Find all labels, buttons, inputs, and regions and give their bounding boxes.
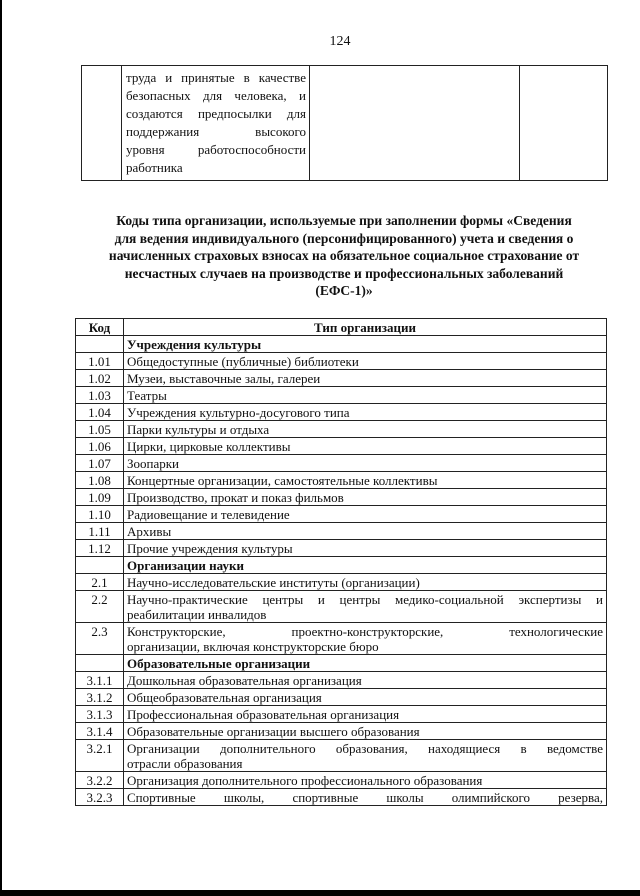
code-cell: 1.05 [76,421,124,438]
code-cell [76,655,124,672]
group-name-cell: Организации науки [124,557,607,574]
code-cell: 3.1.3 [76,706,124,723]
code-cell: 1.07 [76,455,124,472]
continued-text-line: безопасных для человека, и [126,88,306,103]
section-heading [70,212,618,300]
organization-type-cell [124,740,607,772]
code-cell: 1.04 [76,404,124,421]
code-cell: 3.2.1 [76,740,124,772]
table-row [76,591,607,623]
code-cell: 1.11 [76,523,124,540]
continued-table [81,65,608,181]
organization-type-line: Спортивные школы, спортивные школы олимпийского резерва, [127,790,603,805]
page-number: 124 [329,34,351,49]
organization-type-cell: Организация дополнительного профессионального образования [124,772,607,789]
continued-text-line: уровня работоспособности [126,142,306,157]
table-row [76,404,607,421]
code-cell: 1.10 [76,506,124,523]
continued-table-text [122,66,309,180]
header-organization-type: Тип организации [124,319,607,336]
code-cell: 3.2.3 [76,789,124,806]
table-row [76,523,607,540]
code-cell [76,557,124,574]
organization-type-cell: Общедоступные (публичные) библиотеки [124,353,607,370]
code-cell: 3.1.1 [76,672,124,689]
continued-table-cell-empty [520,66,608,181]
organization-type-line: Научно-практические центры и центры медико-социальной экспертизы и [127,592,603,607]
group-header-row [76,557,607,574]
continued-text-line: труда и принятые в качестве [126,70,306,85]
code-cell [76,336,124,353]
organization-type-line: Конструкторские, проектно-конструкторские, технологические [127,624,603,639]
scan-bottom-border [0,890,640,896]
code-cell: 1.03 [76,387,124,404]
heading-line: для ведения индивидуального (персонифицированного) учета и сведения о [114,230,574,246]
group-name-cell: Образовательные организации [124,655,607,672]
table-row [76,689,607,706]
code-cell: 1.12 [76,540,124,557]
scan-left-border [0,0,2,896]
organization-type-cell: Прочие учреждения культуры [124,540,607,557]
table-row [76,623,607,655]
code-cell: 2.1 [76,574,124,591]
heading-line: (ЕФС-1)» [315,283,373,298]
organization-type-cell: Театры [124,387,607,404]
organization-type-cell: Зоопарки [124,455,607,472]
organization-type-line: реабилитации инвалидов [127,607,267,622]
organization-type-cell [124,623,607,655]
code-cell: 1.02 [76,370,124,387]
table-row [76,723,607,740]
table-row [76,706,607,723]
organization-type-cell [124,591,607,623]
heading-line: начисленных страховых взносах на обязательное социальное страхование от [108,248,580,263]
organization-type-line: организации, включая конструкторские бюро [127,639,379,654]
group-header-row [76,336,607,353]
code-cell: 1.08 [76,472,124,489]
table-row [76,489,607,506]
table-row [76,574,607,591]
organization-type-cell: Дошкольная образовательная организация [124,672,607,689]
organization-type-cell: Профессиональная образовательная организация [124,706,607,723]
organization-type-cell: Научно-исследовательские институты (организации) [124,574,607,591]
organization-codes-table [75,318,607,806]
organization-type-line: Организации дополнительного образования, находящиеся в ведомстве [127,741,603,756]
organization-type-cell: Музеи, выставочные залы, галереи [124,370,607,387]
continued-table-cell-empty [82,66,122,181]
organization-type-cell: Учреждения культурно-досугового типа [124,404,607,421]
heading-line: Коды типа организации, используемые при заполнении формы «Сведения [116,213,572,228]
table-row [76,540,607,557]
table-row [76,421,607,438]
table-row [76,455,607,472]
code-cell: 1.01 [76,353,124,370]
organization-type-cell: Концертные организации, самостоятельные коллективы [124,472,607,489]
heading-line: несчастных случаев на производстве и профессиональных заболеваний [124,265,564,281]
code-cell: 1.06 [76,438,124,455]
table-row [76,353,607,370]
organization-type-cell: Радиовещание и телевидение [124,506,607,523]
code-cell: 2.3 [76,623,124,655]
table-row [76,672,607,689]
organization-type-cell: Образовательные организации высшего образования [124,723,607,740]
organization-type-cell: Парки культуры и отдыха [124,421,607,438]
table-row [76,772,607,789]
header-code: Код [76,319,124,336]
table-row [76,438,607,455]
table-row [76,387,607,404]
code-cell: 3.2.2 [76,772,124,789]
code-cell: 2.2 [76,591,124,623]
table-row [76,506,607,523]
organization-type-cell: Общеобразовательная организация [124,689,607,706]
group-name-cell: Учреждения культуры [124,336,607,353]
organization-type-cell: Цирки, цирковые коллективы [124,438,607,455]
continued-table-cell-empty [310,66,520,181]
table-row [76,789,607,806]
code-cell: 1.09 [76,489,124,506]
table-row [76,472,607,489]
organization-type-cell: Архивы [124,523,607,540]
group-header-row [76,655,607,672]
organization-type-cell: Производство, прокат и показ фильмов [124,489,607,506]
continued-text-line: работника [126,160,183,175]
organization-type-line: отрасли образования [127,756,243,771]
continued-text-line: поддержания высокого [126,124,306,139]
code-cell: 3.1.2 [76,689,124,706]
code-cell: 3.1.4 [76,723,124,740]
continued-table-text-cell [122,66,310,181]
organization-type-cell [124,789,607,806]
continued-text-line: создаются предпосылки для [126,106,306,121]
table-row [76,370,607,387]
table-row [76,740,607,772]
